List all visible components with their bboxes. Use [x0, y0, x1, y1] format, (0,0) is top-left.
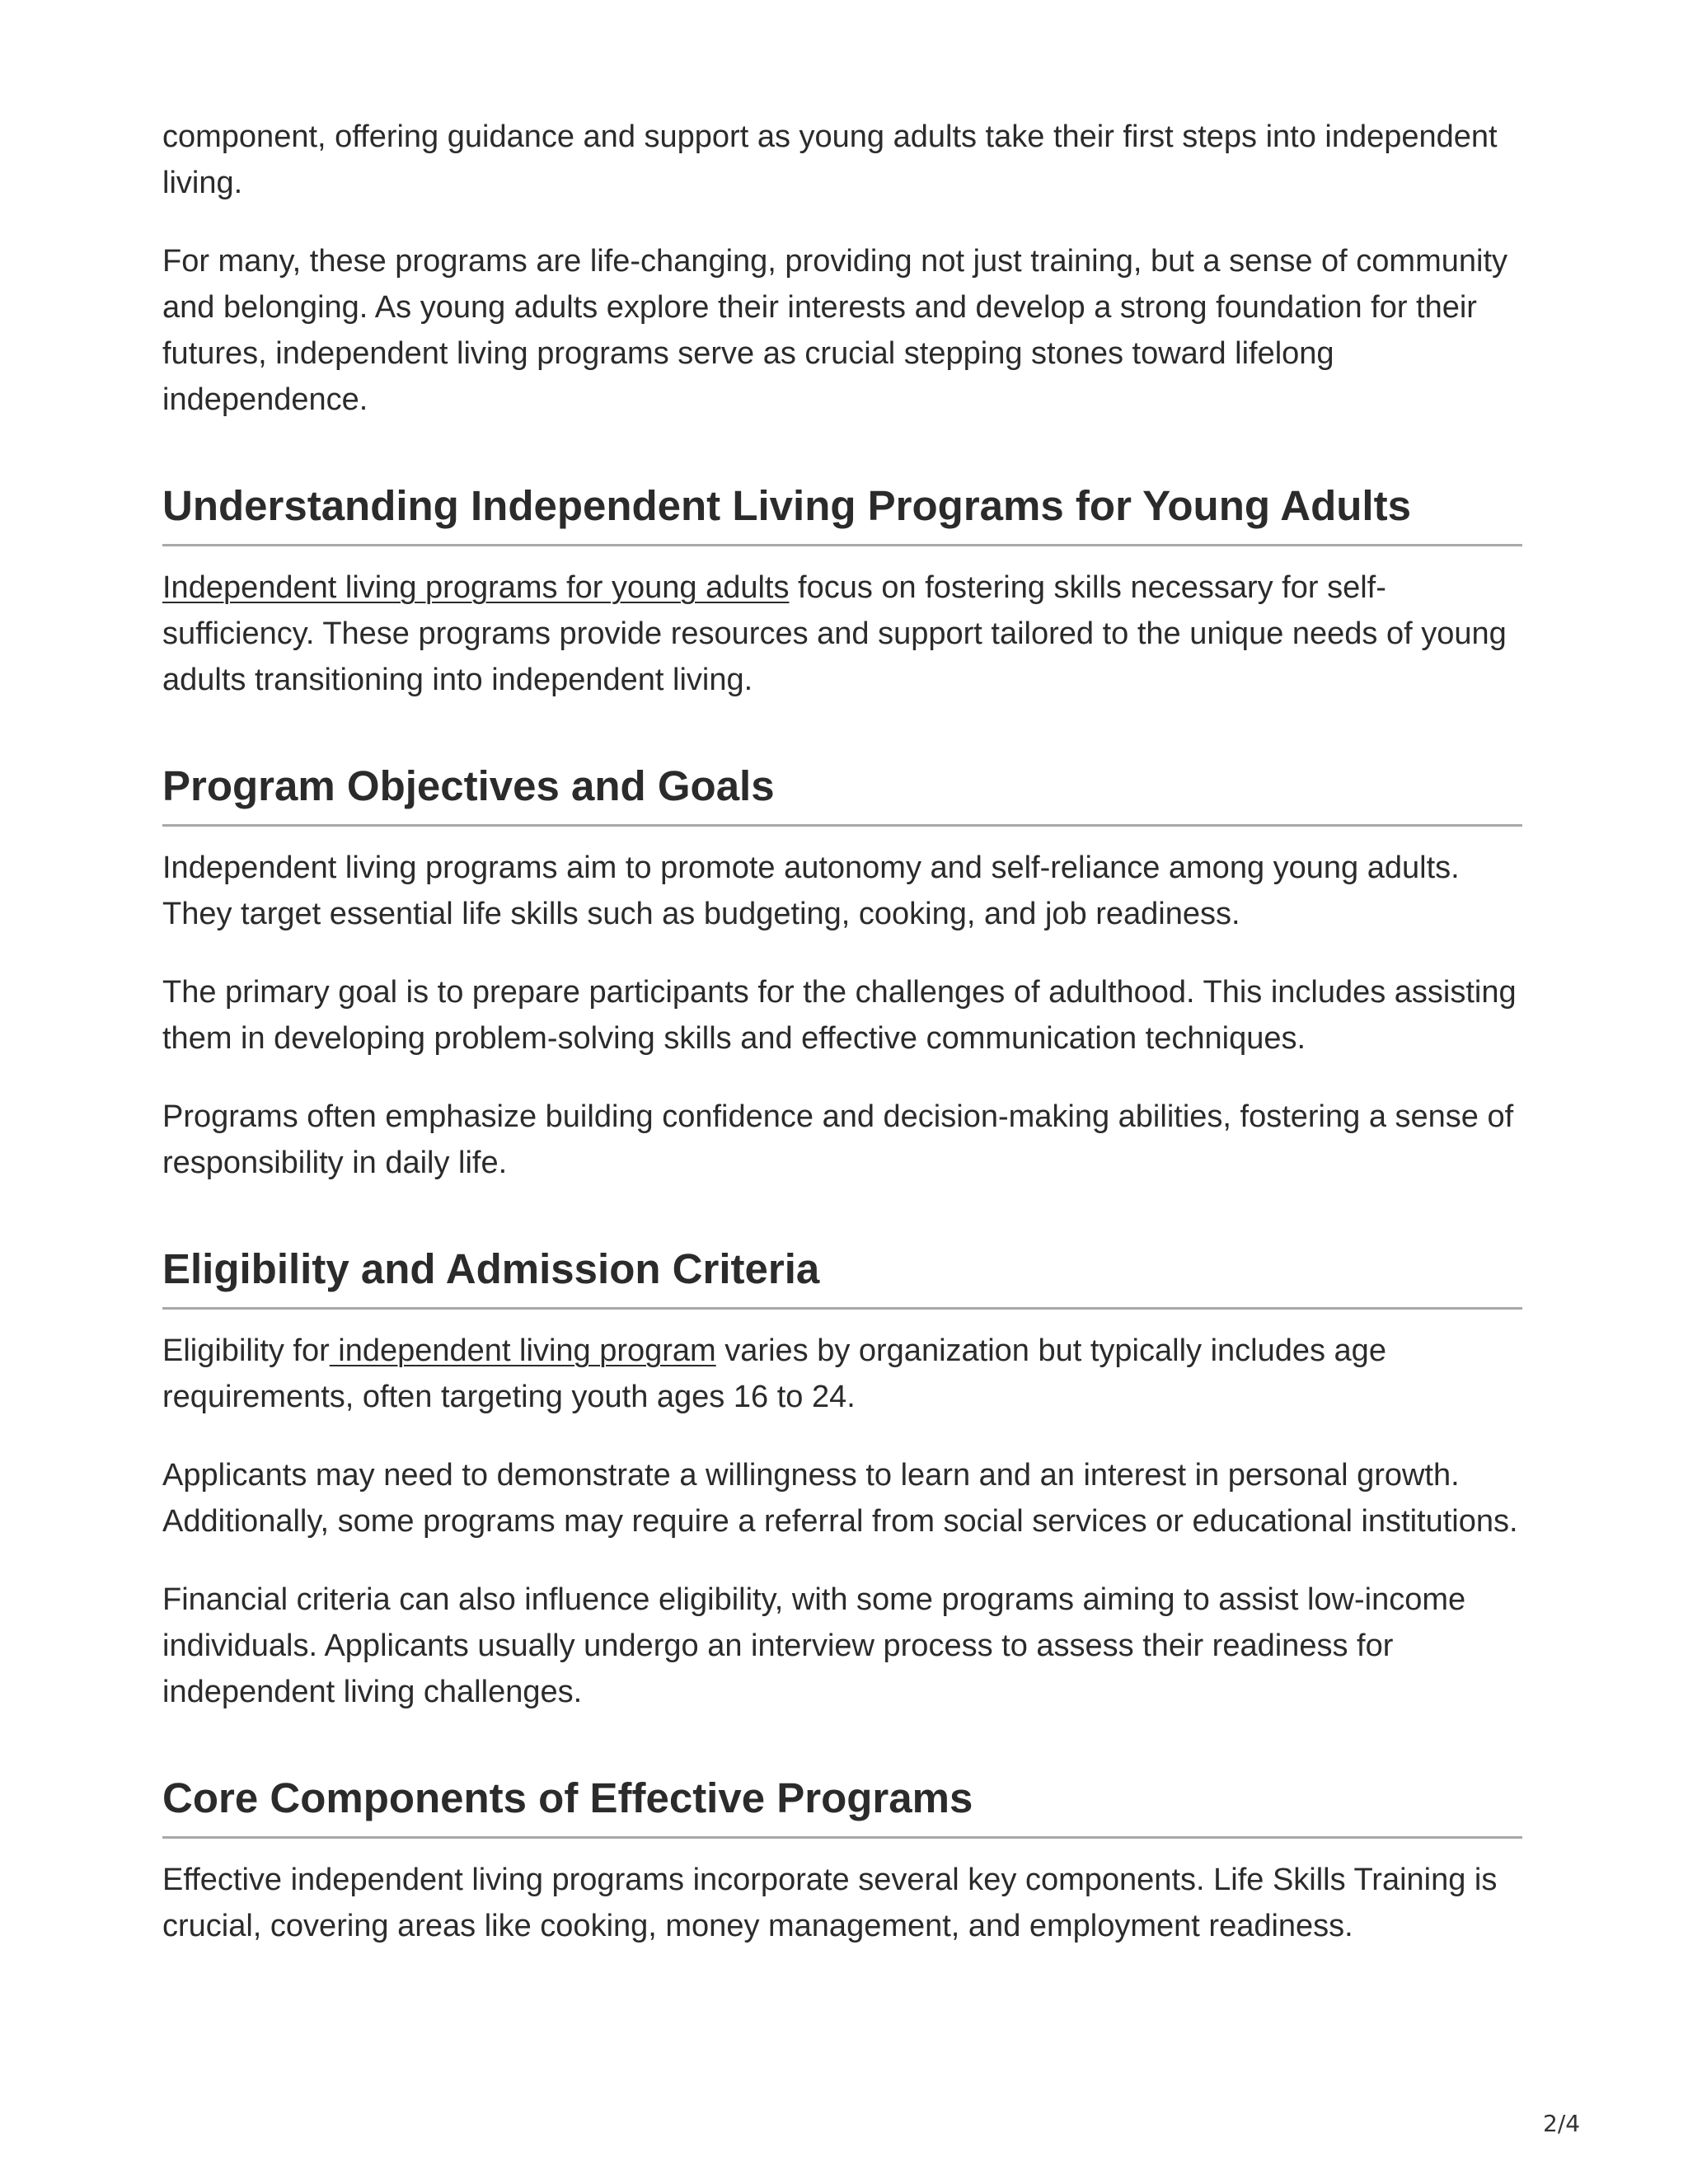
eligibility-paragraph-2: Applicants may need to demonstrate a willingness to learn and an interest in personal growth. Additionally, some programs may require a referral from social services or educational institutions. — [162, 1458, 1518, 1539]
intro-paragraph-1: component, offering guidance and support as young adults take their first steps into independent living. — [162, 120, 1498, 200]
eligibility-paragraph-1 — [162, 1328, 1522, 1420]
section-heading-core-components: Core Components of Effective Programs — [162, 1772, 1522, 1839]
article-body — [162, 114, 1522, 1981]
page-number: 2/4 — [1543, 2110, 1581, 2137]
core-paragraph-1: Effective independent living programs incorporate several key components. Life Skills Training is crucial, covering areas like cooking, money management, and employment readiness. — [162, 1863, 1498, 1943]
objectives-paragraph-3: Programs often emphasize building confidence and decision-making abilities, fostering a sense of responsibility in daily life. — [162, 1099, 1514, 1180]
intro-paragraph-2: For many, these programs are life-changing, providing not just training, but a sense of community and belonging. As young adults explore their interests and develop a strong foundation for their futures, independent living programs serve as crucial stepping stones toward lifelong independence. — [162, 244, 1507, 417]
section-heading-understanding: Understanding Independent Living Programs for Young Adults — [162, 480, 1522, 546]
eligibility-paragraph-1-prefix: Eligibility for — [162, 1333, 330, 1368]
independent-living-program-link[interactable]: independent living program — [329, 1333, 716, 1368]
understanding-paragraph-1 — [162, 565, 1522, 703]
section-heading-eligibility: Eligibility and Admission Criteria — [162, 1243, 1522, 1310]
objectives-paragraph-1: Independent living programs aim to promote autonomy and self-reliance among young adults. They target essential life skills such as budgeting, cooking, and job readiness. — [162, 851, 1460, 931]
section-heading-objectives: Program Objectives and Goals — [162, 760, 1522, 827]
understanding-paragraph-1-text: focus on fostering skills necessary for self-sufficiency. These programs provide resources and support tailored to the unique needs of young adults transitioning into independent living. — [162, 570, 1507, 697]
eligibility-paragraph-3: Financial criteria can also influence eligibility, with some programs aiming to assist low-income individuals. Applicants usually undergo an interview process to assess their readiness for independent living challenges. — [162, 1582, 1466, 1709]
eligibility-paragraph-1-text: varies by organization but typically includes age requirements, often targeting youth ages 16 to 24. — [162, 1333, 1386, 1414]
objectives-paragraph-2: The primary goal is to prepare participants for the challenges of adulthood. This includes assisting them in developing problem-solving skills and effective communication techniques. — [162, 975, 1517, 1056]
independent-living-programs-link[interactable]: Independent living programs for young adults — [162, 570, 790, 605]
